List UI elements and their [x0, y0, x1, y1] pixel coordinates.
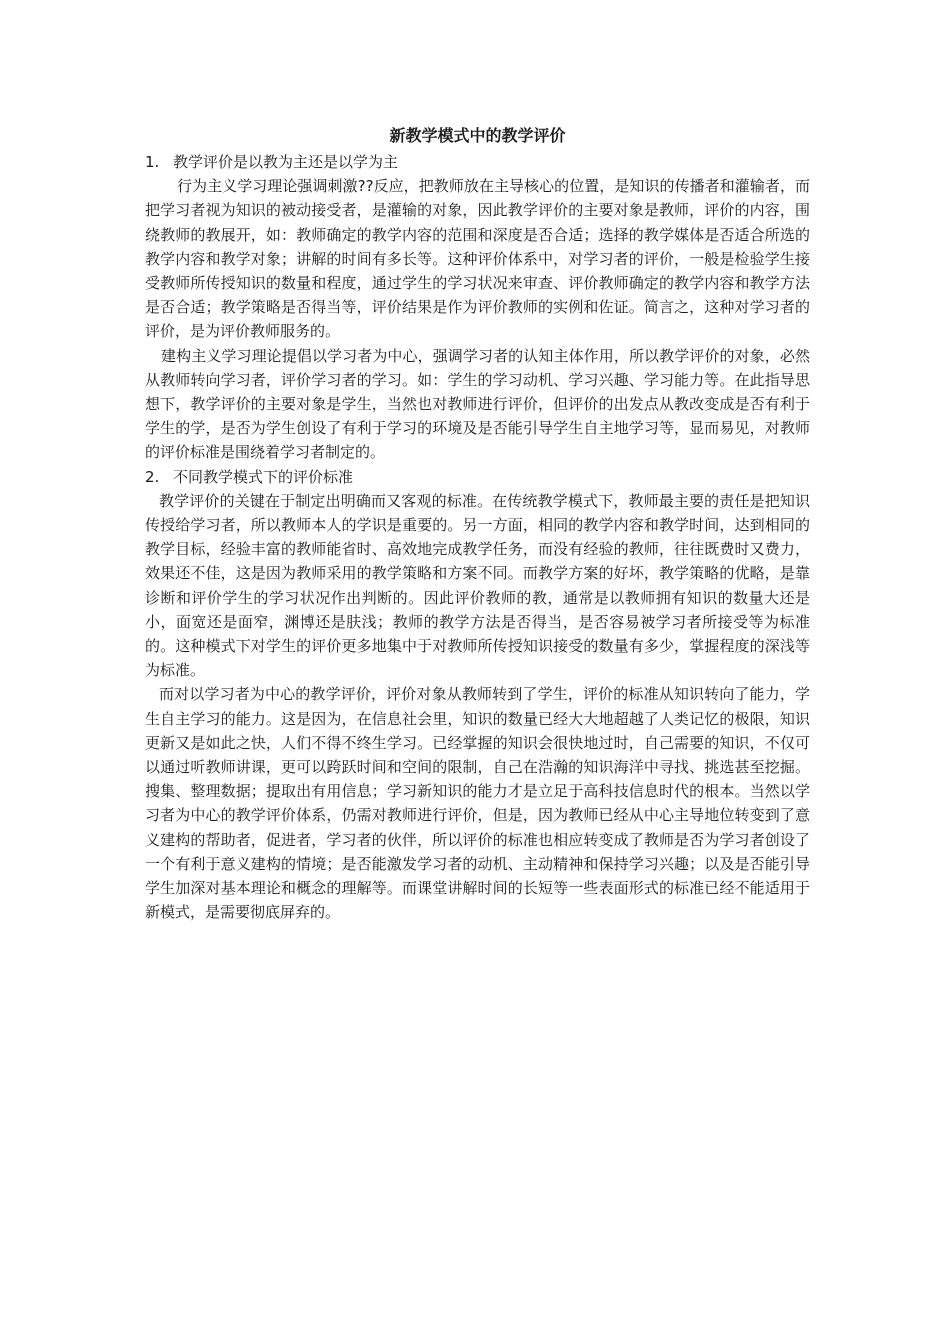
section-1-heading	[145, 150, 810, 174]
section-2-number: 2.	[145, 467, 160, 486]
document-body	[145, 124, 810, 925]
section-2-heading-text: 不同教学模式下的评价标准	[173, 467, 354, 486]
section-2-paragraph-1: 教学评价的关键在于制定出明确而又客观的标准。在传统教学模式下，教师最主要的责任是把知识传授给学习者，所以教师本人的学识是重要的。另一方面，相同的教学内容和教学时间，达到相同的教学目标，经验丰富的教师能省时、高效地完成教学任务，而没有经验的教师，往往既费时又费力，效果还不佳，这是因为教师采用的教学策略和方案不同。而教学方案的好坏，教学策略的优略，是靠诊断和评价学生的学习状况作出判断的。因此评价教师的教，通常是以教师拥有知识的数量大还是小，面宽还是面窄，渊博还是肤浅；教师的教学方法是否得当，是否容易被学习者所接受等为标准的。这种模式下对学生的评价更多地集中于对教师所传授知识接受的数量有多少，掌握程度的深浅等为标准。	[145, 491, 810, 680]
section-2-heading	[145, 465, 810, 489]
section-2-paragraph-2: 而对以学习者为中心的教学评价，评价对象从教师转到了学生，评价的标准从知识转向了能力，学生自主学习的能力。这是因为，在信息社会里，知识的数量已经大大地超越了人类记忆的极限，知识更新又是如此之快，人们不得不终生学习。已经掌握的知识会很快地过时，自己需要的知识，不仅可以通过听教师讲课，更可以跨跃时间和空间的限制，自己在浩瀚的知识海洋中寻找、挑选甚至挖掘。搜集、整理数据；提取出有用信息；学习新知识的能力才是立足于高科技信息时代的根本。当然以学习者为中心的教学评价体系，仍需对教师进行评价，但是，因为教师已经从中心主导地位转变到了意义建构的帮助者，促进者，学习者的伙伴，所以评价的标准也相应转变成了教师是否为学习者创设了一个有利于意义建构的情境；是否能激发学习者的动机、主动精神和保持学习兴趣；以及是否能引导学生加深对基本理论和概念的理解等。而课堂讲解时间的长短等一些表面形式的标准已经不能适用于新模式，是需要彻底屏弃的。	[145, 685, 810, 922]
section-1-heading-text: 教学评价是以教为主还是以学为主	[173, 153, 399, 171]
section-1-number: 1.	[145, 153, 160, 171]
section-1-paragraph-2: 建构主义学习理论提倡以学习者为中心，强调学习者的认知主体作用，所以教学评价的对象，必然从教师转向学习者，评价学习者的学习。如：学生的学习动机、学习兴趣、学习能力等。在此指导思想下，教学评价的主要对象是学生，当然也对教师进行评价，但评价的出发点从教改变成是否有利于学生的学，是否为学生创设了有利于学习的环境及是否能引导学生自主地学习等，显而易见，对教师的评价标准是围绕着学习者制定的。	[145, 346, 810, 462]
document-title: 新教学模式中的教学评价	[389, 126, 566, 145]
section-1-paragraph-1: 行为主义学习理论强调刺激??反应，把教师放在主导核心的位置，是知识的传播者和灌输者，而把学习者视为知识的被动接受者，是灌输的对象，因此教学评价的主要对象是教师，评价的内容，围绕教师的教展开，如：教师确定的教学内容的范围和深度是否合适；选择的教学媒体是否适合所选的教学内容和教学对象；讲解的时间有多长等。这种评价体系中，对学习者的评价，一般是检验学生接受教师所传授知识的数量和程度，通过学生的学习状况来审查、评价教师确定的教学内容和教学方法是否合适；教学策略是否得当等，评价结果是作为评价教师的实例和佐证。简言之，这种对学习者的评价，是为评价教师服务的。	[145, 177, 810, 341]
